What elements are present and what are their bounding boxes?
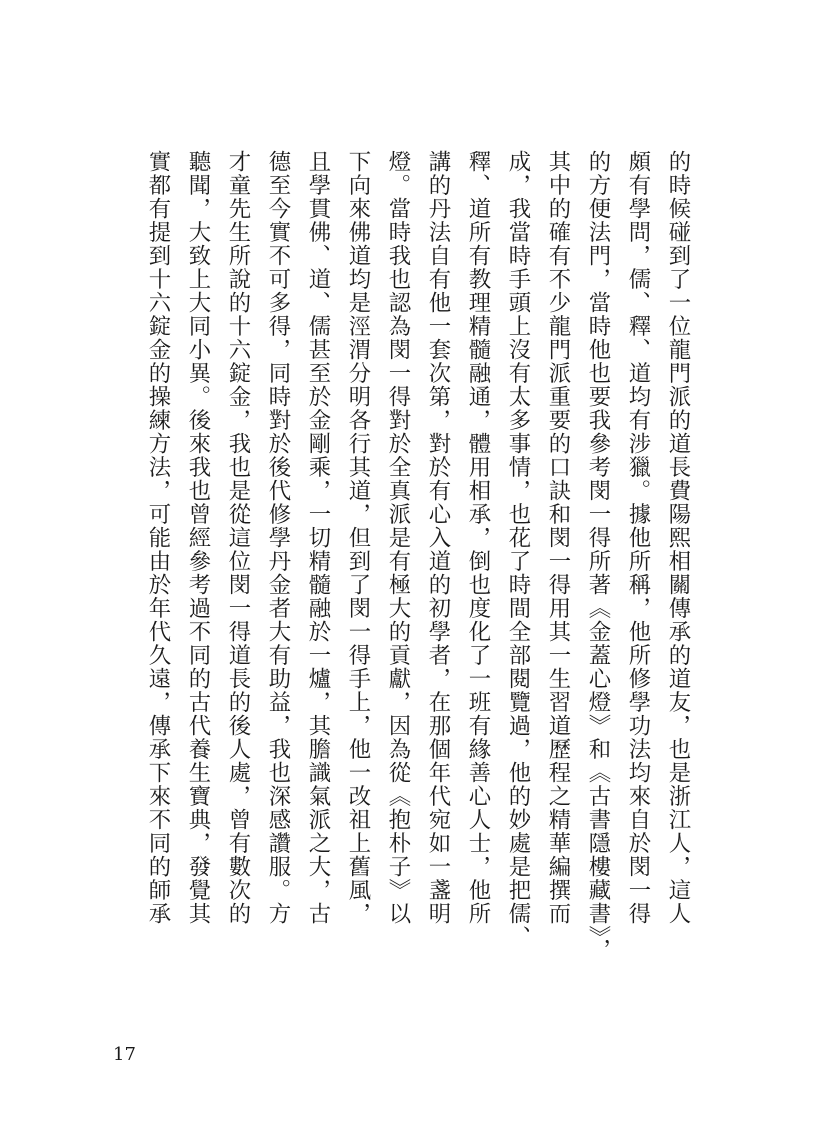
text-column-8: 燈。當時我也認為閔一得對於全真派是有極大的貢獻，因為從《抱朴子》以: [385, 150, 411, 926]
text-column-11: 德至今實不可多得，同時對於後代修學丹金者大有助益，我也深感讚服。方: [265, 150, 291, 926]
text-column-1: 的時候碰到了一位龍門派的道長費陽熙相關傳承的道友，也是浙江人，這人: [665, 150, 691, 926]
text-column-3: 的方便法門，當時他也要我參考閔一得所著《金蓋心燈》和《古書隱樓藏書》，: [585, 150, 611, 962]
text-column-6: 釋、道所有教理精髓融通，體用相承，倒也度化了一班有緣善心人士，他所: [465, 150, 491, 926]
text-column-7: 講的丹法自有他一套次第，對於有心入道的初學者，在那個年代宛如一盞明: [425, 150, 451, 926]
text-column-9: 下向來佛道均是涇渭分明各行其道，但到了閔一得手上，他一改祖上舊風，: [345, 150, 371, 926]
text-column-13: 聽聞，大致上大同小異。後來我也曾經參考過不同的古代養生寶典，發覺其: [185, 150, 211, 926]
text-column-10: 且學貫佛、道、儒甚至於金剛乘，一切精髓融於一爐，其膽識氣派之大，古: [305, 150, 331, 926]
page-number: 17: [113, 1044, 136, 1065]
text-column-4: 其中的確有不少龍門派重要的口訣和閔一得用其一生習道歷程之精華編撰而: [545, 150, 571, 926]
vertical-text-body: [98, 150, 698, 962]
text-column-14: 實都有提到十六錠金的操練方法，可能由於年代久遠，傳承下來不同的師承: [145, 150, 171, 926]
text-column-12: 才童先生所說的十六錠金，我也是從這位閔一得道長的後人處，曾有數次的: [225, 150, 251, 926]
text-column-2: 頗有學問，儒、釋、道均有涉獵。據他所稱，他所修學功法均來自於閔一得: [625, 150, 651, 926]
text-column-5: 成，我當時手頭上沒有太多事情，也花了時間全部閱覽過，他的妙處是把儒、: [505, 150, 531, 949]
